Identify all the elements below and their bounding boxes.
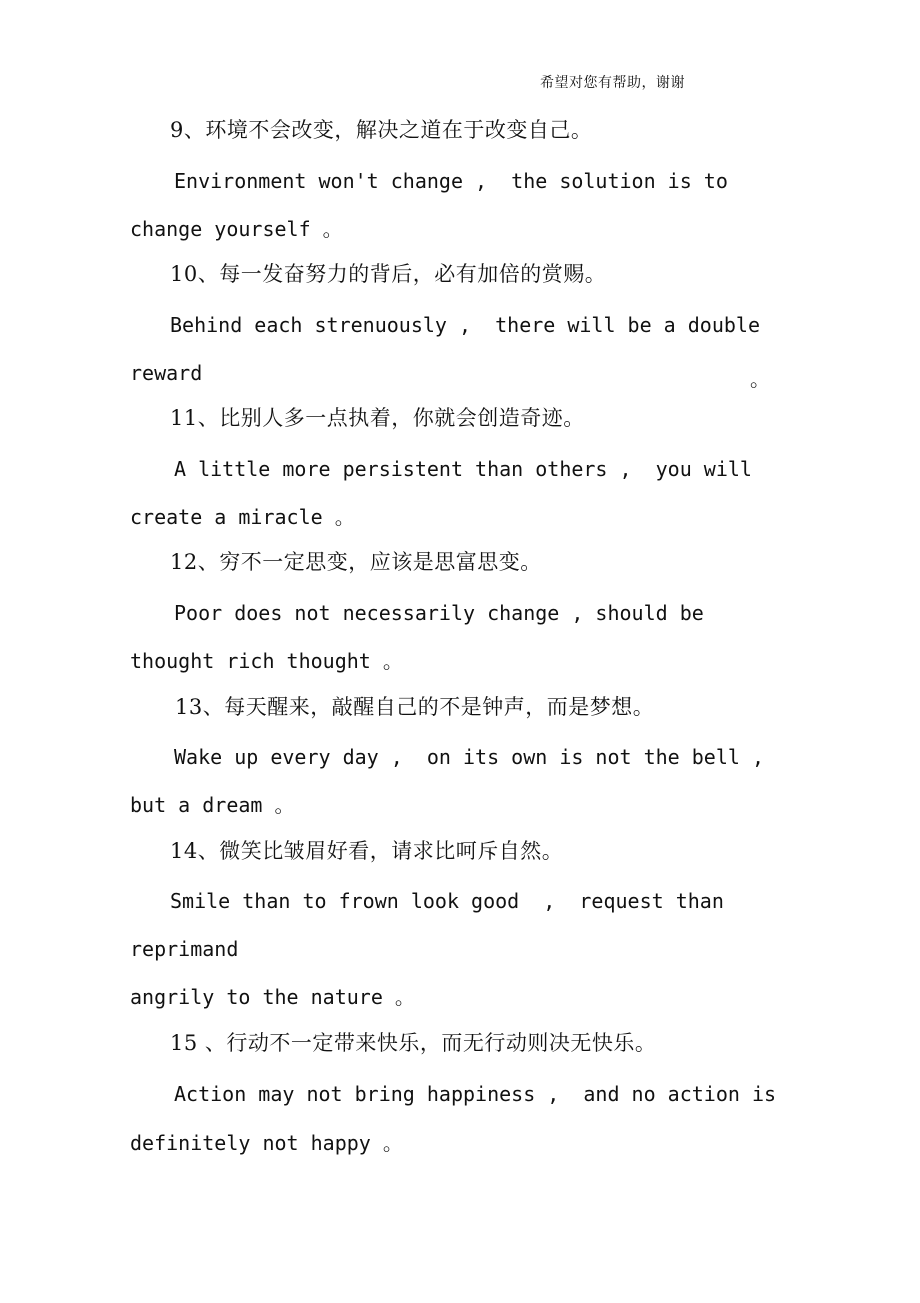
header-note: 希望对您有帮助，谢谢	[540, 75, 685, 91]
quote-14-chinese: 14、微笑比皱眉好看，请求比呵斥自然。	[170, 839, 564, 863]
quote-9-english-line-1: Environment won't change , the solution is to	[174, 169, 728, 193]
quote-10-trailing-period: 。	[750, 367, 770, 391]
quote-11-chinese: 11、比别人多一点执着，你就会创造奇迹。	[170, 406, 585, 430]
quote-15-english-line-1: Action may not bring happiness , and no action is	[174, 1082, 777, 1106]
quote-13-english-line-2: but a dream 。	[130, 793, 295, 817]
quote-14-english-line-2: reprimand	[130, 937, 239, 961]
quote-11-english-line-2: create a miracle 。	[130, 505, 355, 529]
quote-9-english-line-2: change yourself 。	[130, 217, 343, 241]
quote-14-english-line-1: Smile than to frown look good , request than	[170, 889, 724, 913]
quote-9-chinese: 9、环境不会改变，解决之道在于改变自己。	[170, 118, 593, 142]
quote-10-english-line-2: reward	[130, 361, 203, 385]
quote-12-english-line-1: Poor does not necessarily change , should be	[174, 601, 704, 625]
quote-13-english-line-1: Wake up every day , on its own is not the bell ,	[174, 745, 765, 769]
quote-12-english-line-2: thought rich thought 。	[130, 649, 403, 673]
quote-10-chinese: 10、每一发奋努力的背后，必有加倍的赏赐。	[170, 262, 607, 286]
quote-15-chinese: 15 、行动不一定带来快乐，而无行动则决无快乐。	[170, 1031, 657, 1055]
quote-10-english-line-1: Behind each strenuously , there will be a double	[170, 313, 761, 337]
quote-15-english-line-2: definitely not happy 。	[130, 1131, 403, 1155]
quote-13-chinese: 13、每天醒来，敲醒自己的不是钟声，而是梦想。	[175, 695, 655, 719]
quote-12-chinese: 12、穷不一定思变，应该是思富思变。	[170, 550, 542, 574]
quote-14-english-line-3: angrily to the nature 。	[130, 985, 415, 1009]
quote-11-english-line-1: A little more persistent than others , you will	[174, 457, 752, 481]
